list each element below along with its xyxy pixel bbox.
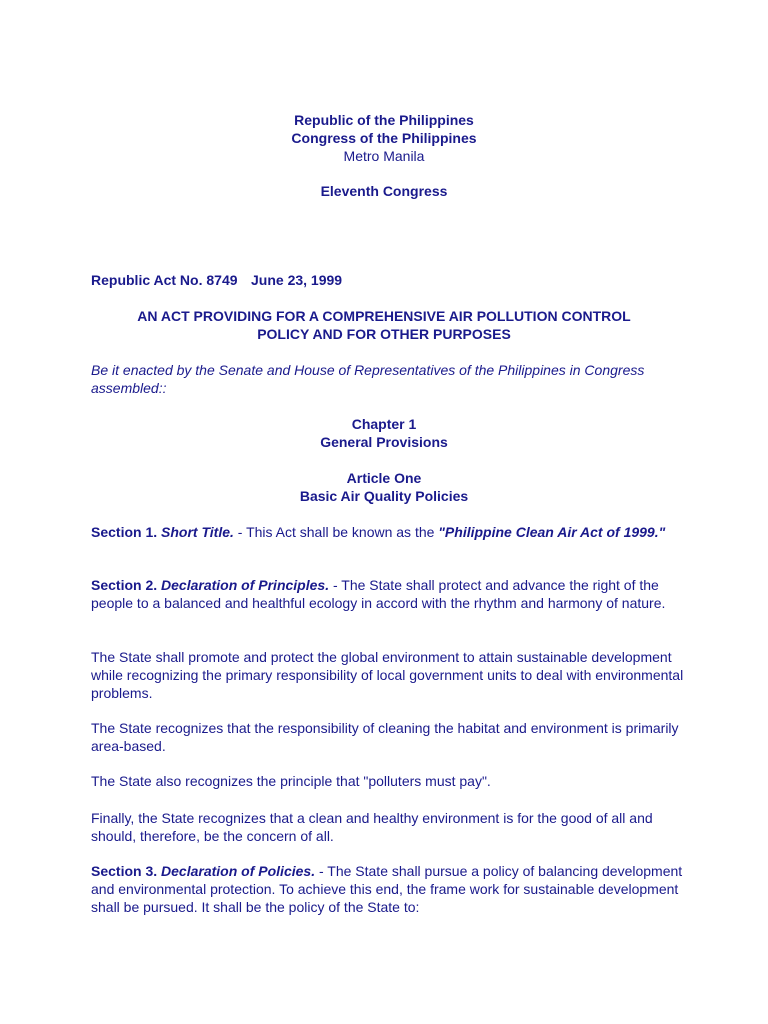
section-2-paragraph: The State also recognizes the principle that "polluters must pay". [91,773,491,789]
section-2-paragraph: The State shall promote and protect the global environment to attain sustainable development while recognizing the primary responsibility of local government units to deal with environmental problems. [91,649,684,701]
document-header [0,111,768,165]
section-3-label: Section 3. [91,863,158,879]
congress-session: Eleventh Congress [320,183,448,199]
section-2-label: Section 2. [91,577,158,593]
chapter-heading [0,415,768,451]
header-republic: Republic of the Philippines [294,112,474,128]
header-congress: Congress of the Philippines [291,130,477,146]
act-identifier [91,271,343,289]
section-3 [91,862,691,916]
section-1-label: Section 1. [91,524,158,540]
section-1 [91,523,691,541]
act-title-line1: AN ACT PROVIDING FOR A COMPREHENSIVE AIR POLLUTION CONTROL [137,308,631,324]
enacting-clause: Be it enacted by the Senate and House of Representatives of the Philippines in Congress assembled:: [91,362,645,396]
section-2-text: - The State shall protect and advance the right of the people to a balanced and healthful ecology in accord with the rhythm and harmony of nature. [91,577,666,611]
section-3-text: - The State shall pursue a policy of balancing development and environmental protection. To achieve this end, the frame work for sustainable development shall be pursued. It shall be the policy of the State to: [91,863,683,915]
header-location: Metro Manila [343,148,425,164]
article-name: Basic Air Quality Policies [299,488,469,504]
section-2-heading: Declaration of Principles. [161,577,330,593]
act-number: Republic Act No. 8749 [91,272,238,288]
section-1-emphasis: "Philippine Clean Air Act of 1999." [438,524,666,540]
section-1-heading: Short Title. [161,524,234,540]
section-2-paragraph: The State recognizes that the responsibility of cleaning the habitat and environment is primarily area-based. [91,720,679,754]
section-1-text: - This Act shall be known as the [233,524,439,540]
section-2 [91,576,691,612]
section-2-paragraph: Finally, the State recognizes that a clean and healthy environment is for the good of all and should, therefore, be the concern of all. [91,810,653,844]
article-heading [0,469,768,505]
act-title-line2: POLICY AND FOR OTHER PURPOSES [257,326,511,342]
section-3-heading: Declaration of Policies. [161,863,316,879]
chapter-name: General Provisions [320,434,448,450]
chapter-number: Chapter 1 [351,416,417,432]
article-number: Article One [346,470,422,486]
act-title [0,307,768,343]
act-date: June 23, 1999 [251,272,343,288]
